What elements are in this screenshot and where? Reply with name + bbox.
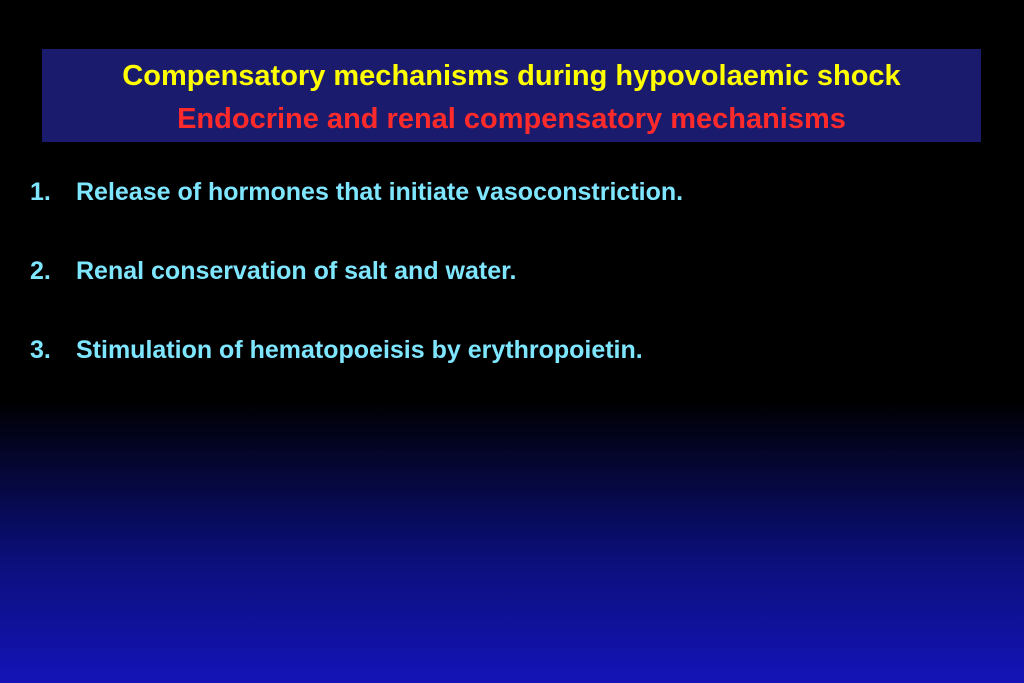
list-item: [30, 253, 683, 332]
slide-title: Compensatory mechanisms during hypovolaemic shock: [122, 60, 901, 92]
mechanism-list: [30, 174, 683, 411]
list-item-text: Renal conservation of salt and water.: [76, 257, 517, 285]
slide-subtitle: Endocrine and renal compensatory mechanisms: [177, 103, 846, 135]
title-box: [42, 49, 981, 142]
list-item-number: 3.: [30, 336, 51, 364]
list-item: [30, 174, 683, 253]
list-item-text: Release of hormones that initiate vasoconstriction.: [76, 178, 684, 206]
list-item: [30, 332, 683, 411]
list-item-number: 1.: [30, 178, 51, 206]
list-item-number: 2.: [30, 257, 51, 285]
list-item-text: Stimulation of hematopoeisis by erythropoietin.: [76, 336, 643, 364]
